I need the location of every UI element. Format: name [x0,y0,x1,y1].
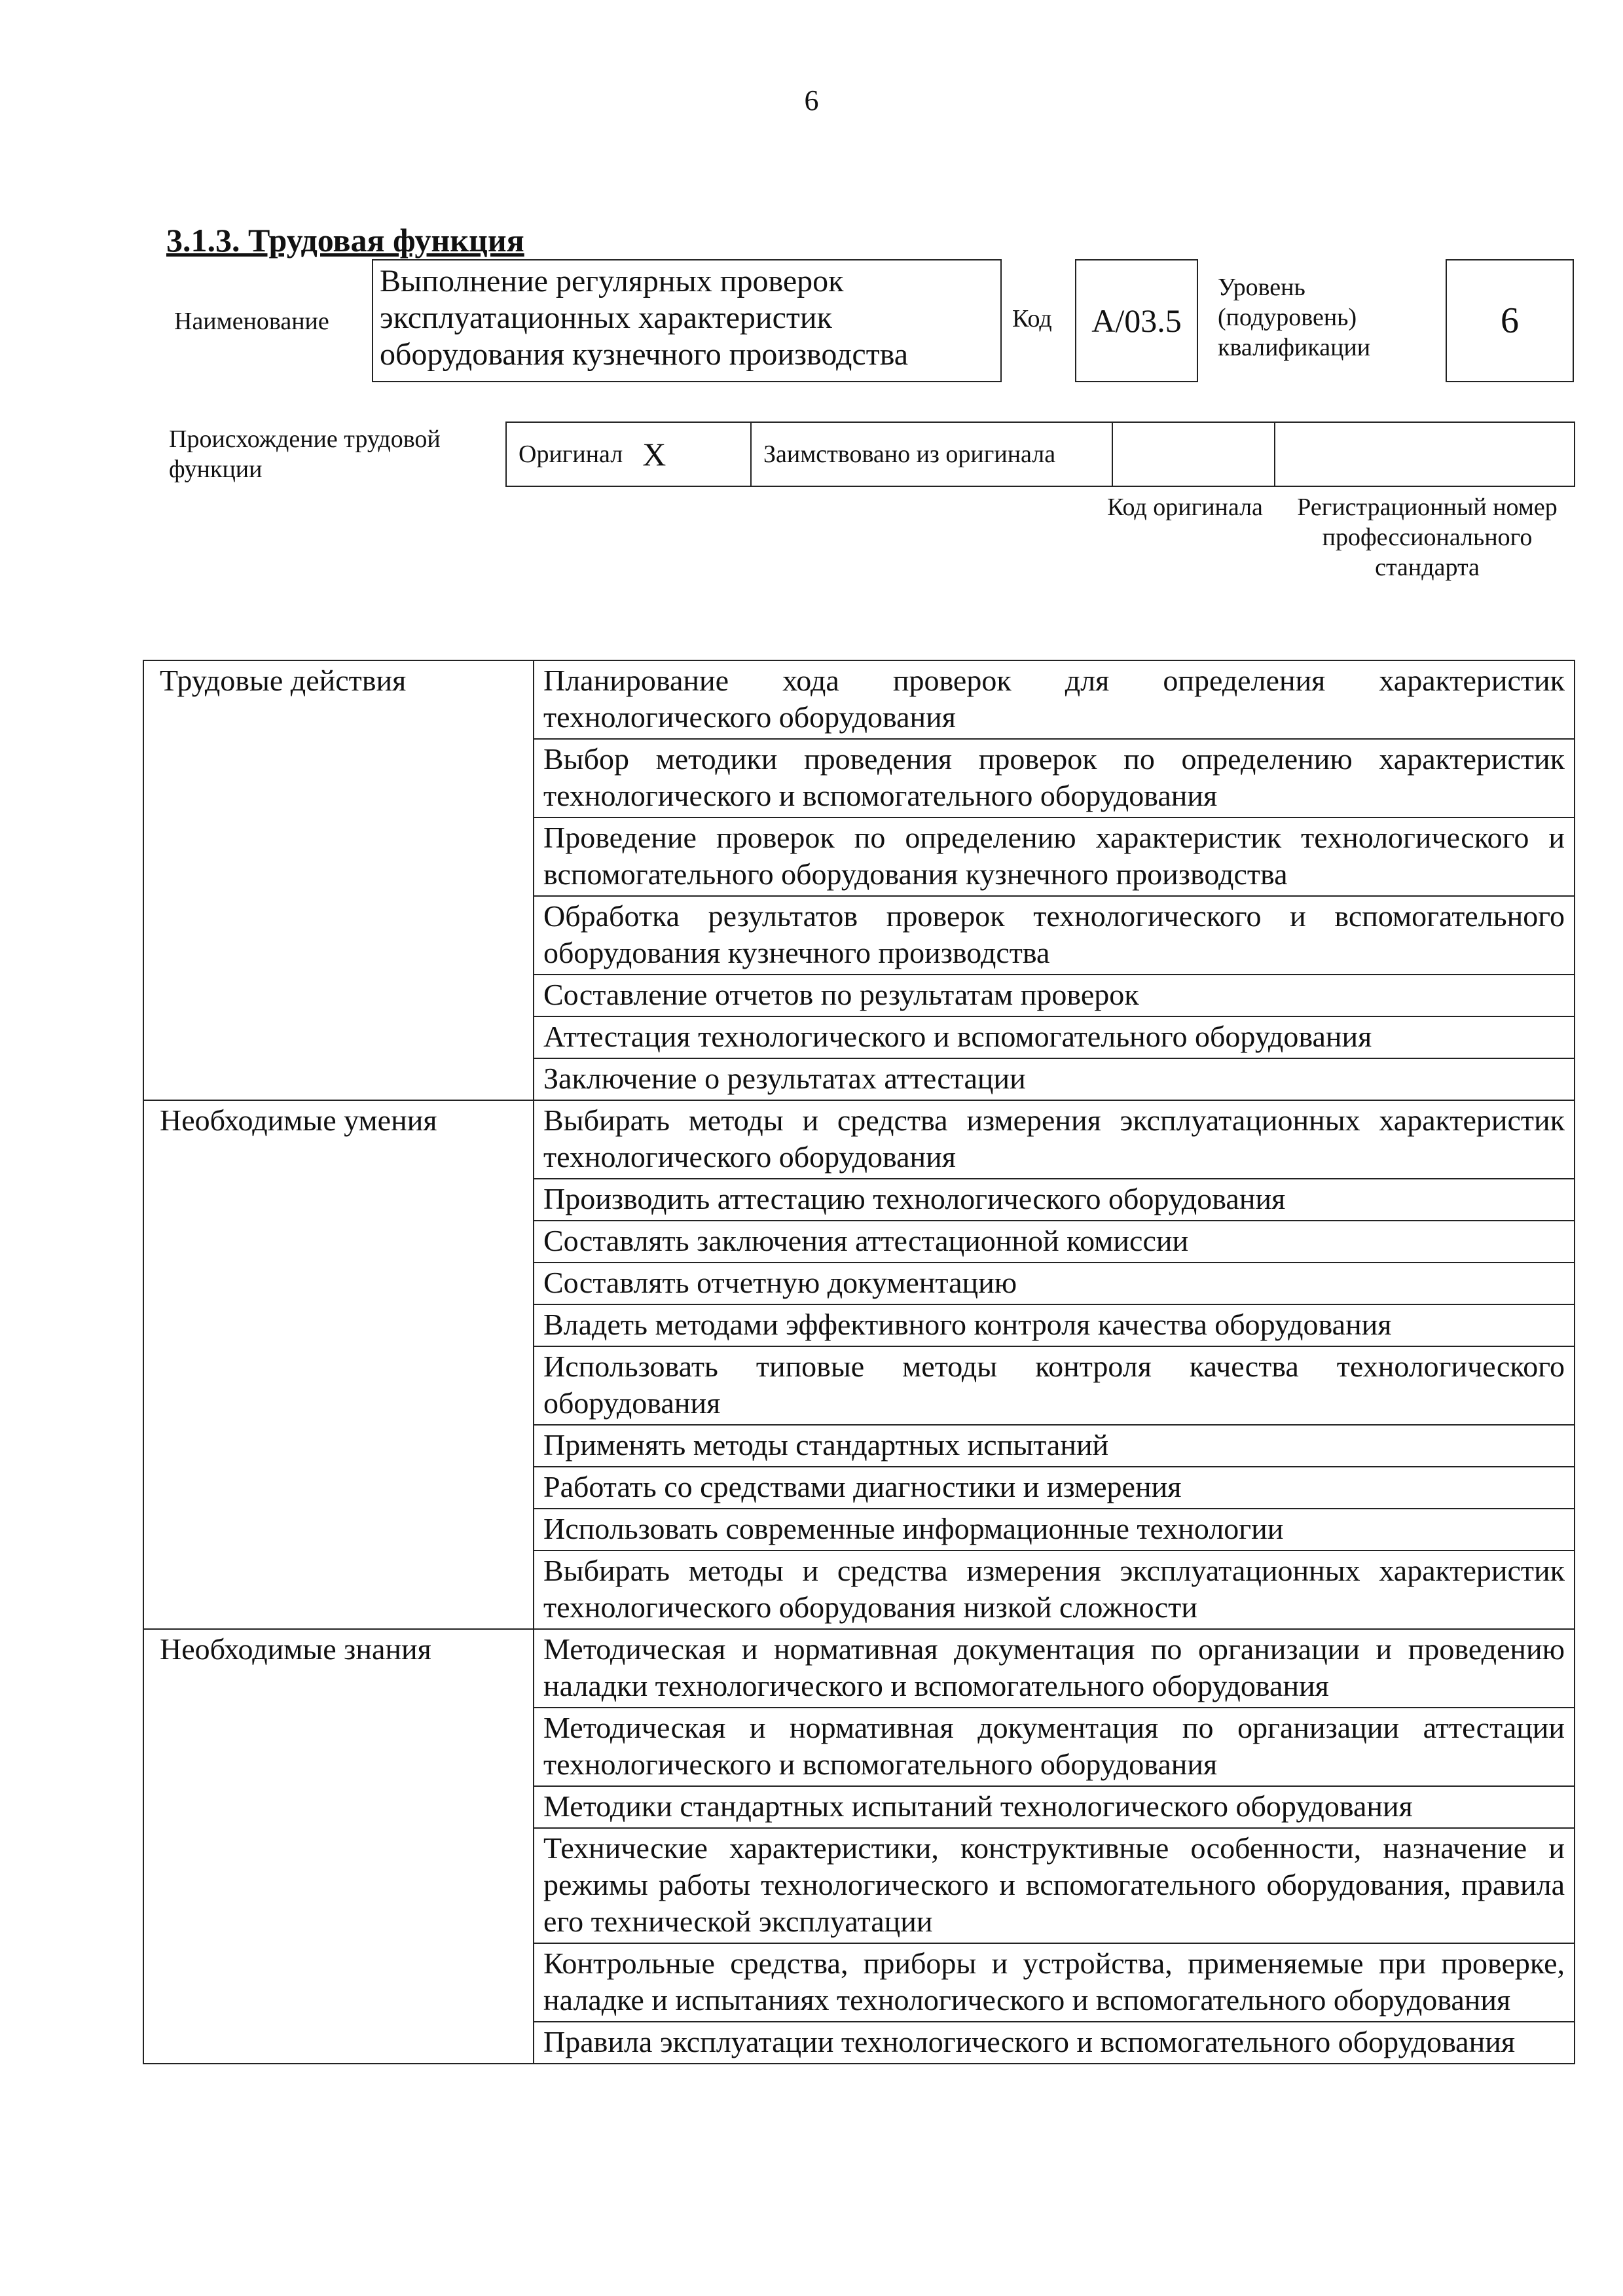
name-label: Наименование [174,308,329,335]
origin-borrowed-cell [752,423,1113,486]
competency-table [143,660,1575,2064]
origin-original-label: Оригинал [519,440,623,468]
level-value: 6 [1501,300,1519,341]
origin-code-cell [1113,423,1275,486]
section-title: 3.1.3. Трудовая функция [166,222,524,259]
table-cell-item: Аттестация технологического и вспомогательного оборудования [534,1016,1575,1058]
table-cell-item: Проведение проверок по определению характеристик технологического и вспомогательного оборудования кузнечного производства [534,817,1575,896]
function-name-value: Выполнение регулярных проверок эксплуатационных характеристик оборудования кузнечного производства [380,264,909,372]
table-cell-item: Выбирать методы и средства измерения эксплуатационных характеристик технологического оборудования низкой сложности [534,1551,1575,1629]
table-cell-item: Методическая и нормативная документация по организации аттестации технологического и вспомогательного оборудования [534,1708,1575,1786]
origin-borrowed-label: Заимствовано из оригинала [763,440,1056,468]
table-cell-item: Владеть методами эффективного контроля качества оборудования [534,1304,1575,1346]
origin-original-cell [507,423,752,486]
required-knowledge-heading: Необходимые знания [143,1629,534,2064]
table-cell-item: Планирование хода проверок для определения характеристик технологического оборудования [534,660,1575,739]
level-label: Уровень (подуровень) квалификации [1218,274,1371,361]
level-box [1446,259,1574,382]
origin-reg-caption: Регистрационный номер профессионального стандарта [1297,493,1558,581]
table-cell-item: Использовать современные информационные технологии [534,1509,1575,1551]
required-skills-heading: Необходимые умения [143,1100,534,1629]
code-label: Код [1012,305,1052,332]
table-cell-item: Выбор методики проведения проверок по определению характеристик технологического и вспомогательного оборудования [534,739,1575,817]
code-box [1075,259,1198,382]
origin-code-caption: Код оригинала [1107,493,1263,521]
table-cell-item: Технические характеристики, конструктивные особенности, назначение и режимы работы технологического и вспомогательного оборудования, правила его технической эксплуатации [534,1828,1575,1943]
table-row [143,660,1575,739]
origin-original-mark: X [642,436,666,473]
table-cell-item: Применять методы стандартных испытаний [534,1425,1575,1467]
table-cell-item: Контрольные средства, приборы и устройства, применяемые при проверке, наладке и испытаниях технологического и вспомогательного оборудования [534,1943,1575,2022]
origin-label: Происхождение трудовой функции [169,425,441,483]
table-cell-item: Использовать типовые методы контроля качества технологического оборудования [534,1346,1575,1425]
origin-frame [505,422,1575,487]
function-name-box [372,259,1002,382]
table-cell-item: Работать со средствами диагностики и измерения [534,1467,1575,1509]
table-cell-item: Заключение о результатах аттестации [534,1058,1575,1100]
labor-actions-heading: Трудовые действия [143,660,534,1100]
table-cell-item: Обработка результатов проверок технологического и вспомогательного оборудования кузнечного производства [534,896,1575,975]
table-cell-item: Составлять заключения аттестационной комиссии [534,1221,1575,1263]
table-cell-item: Правила эксплуатации технологического и вспомогательного оборудования [534,2022,1575,2064]
table-row [143,1629,1575,1708]
table-cell-item: Выбирать методы и средства измерения эксплуатационных характеристик технологического оборудования [534,1100,1575,1179]
table-cell-item: Производить аттестацию технологического оборудования [534,1179,1575,1221]
table-cell-item: Составление отчетов по результатам проверок [534,975,1575,1016]
table-cell-item: Составлять отчетную документацию [534,1263,1575,1304]
origin-reg-cell [1275,423,1574,486]
table-cell-item: Методики стандартных испытаний технологического оборудования [534,1786,1575,1828]
page-number: 6 [804,84,819,117]
table-cell-item: Методическая и нормативная документация по организации и проведению наладки технологического и вспомогательного оборудования [534,1629,1575,1708]
table-row [143,1100,1575,1179]
code-value: А/03.5 [1091,302,1182,339]
